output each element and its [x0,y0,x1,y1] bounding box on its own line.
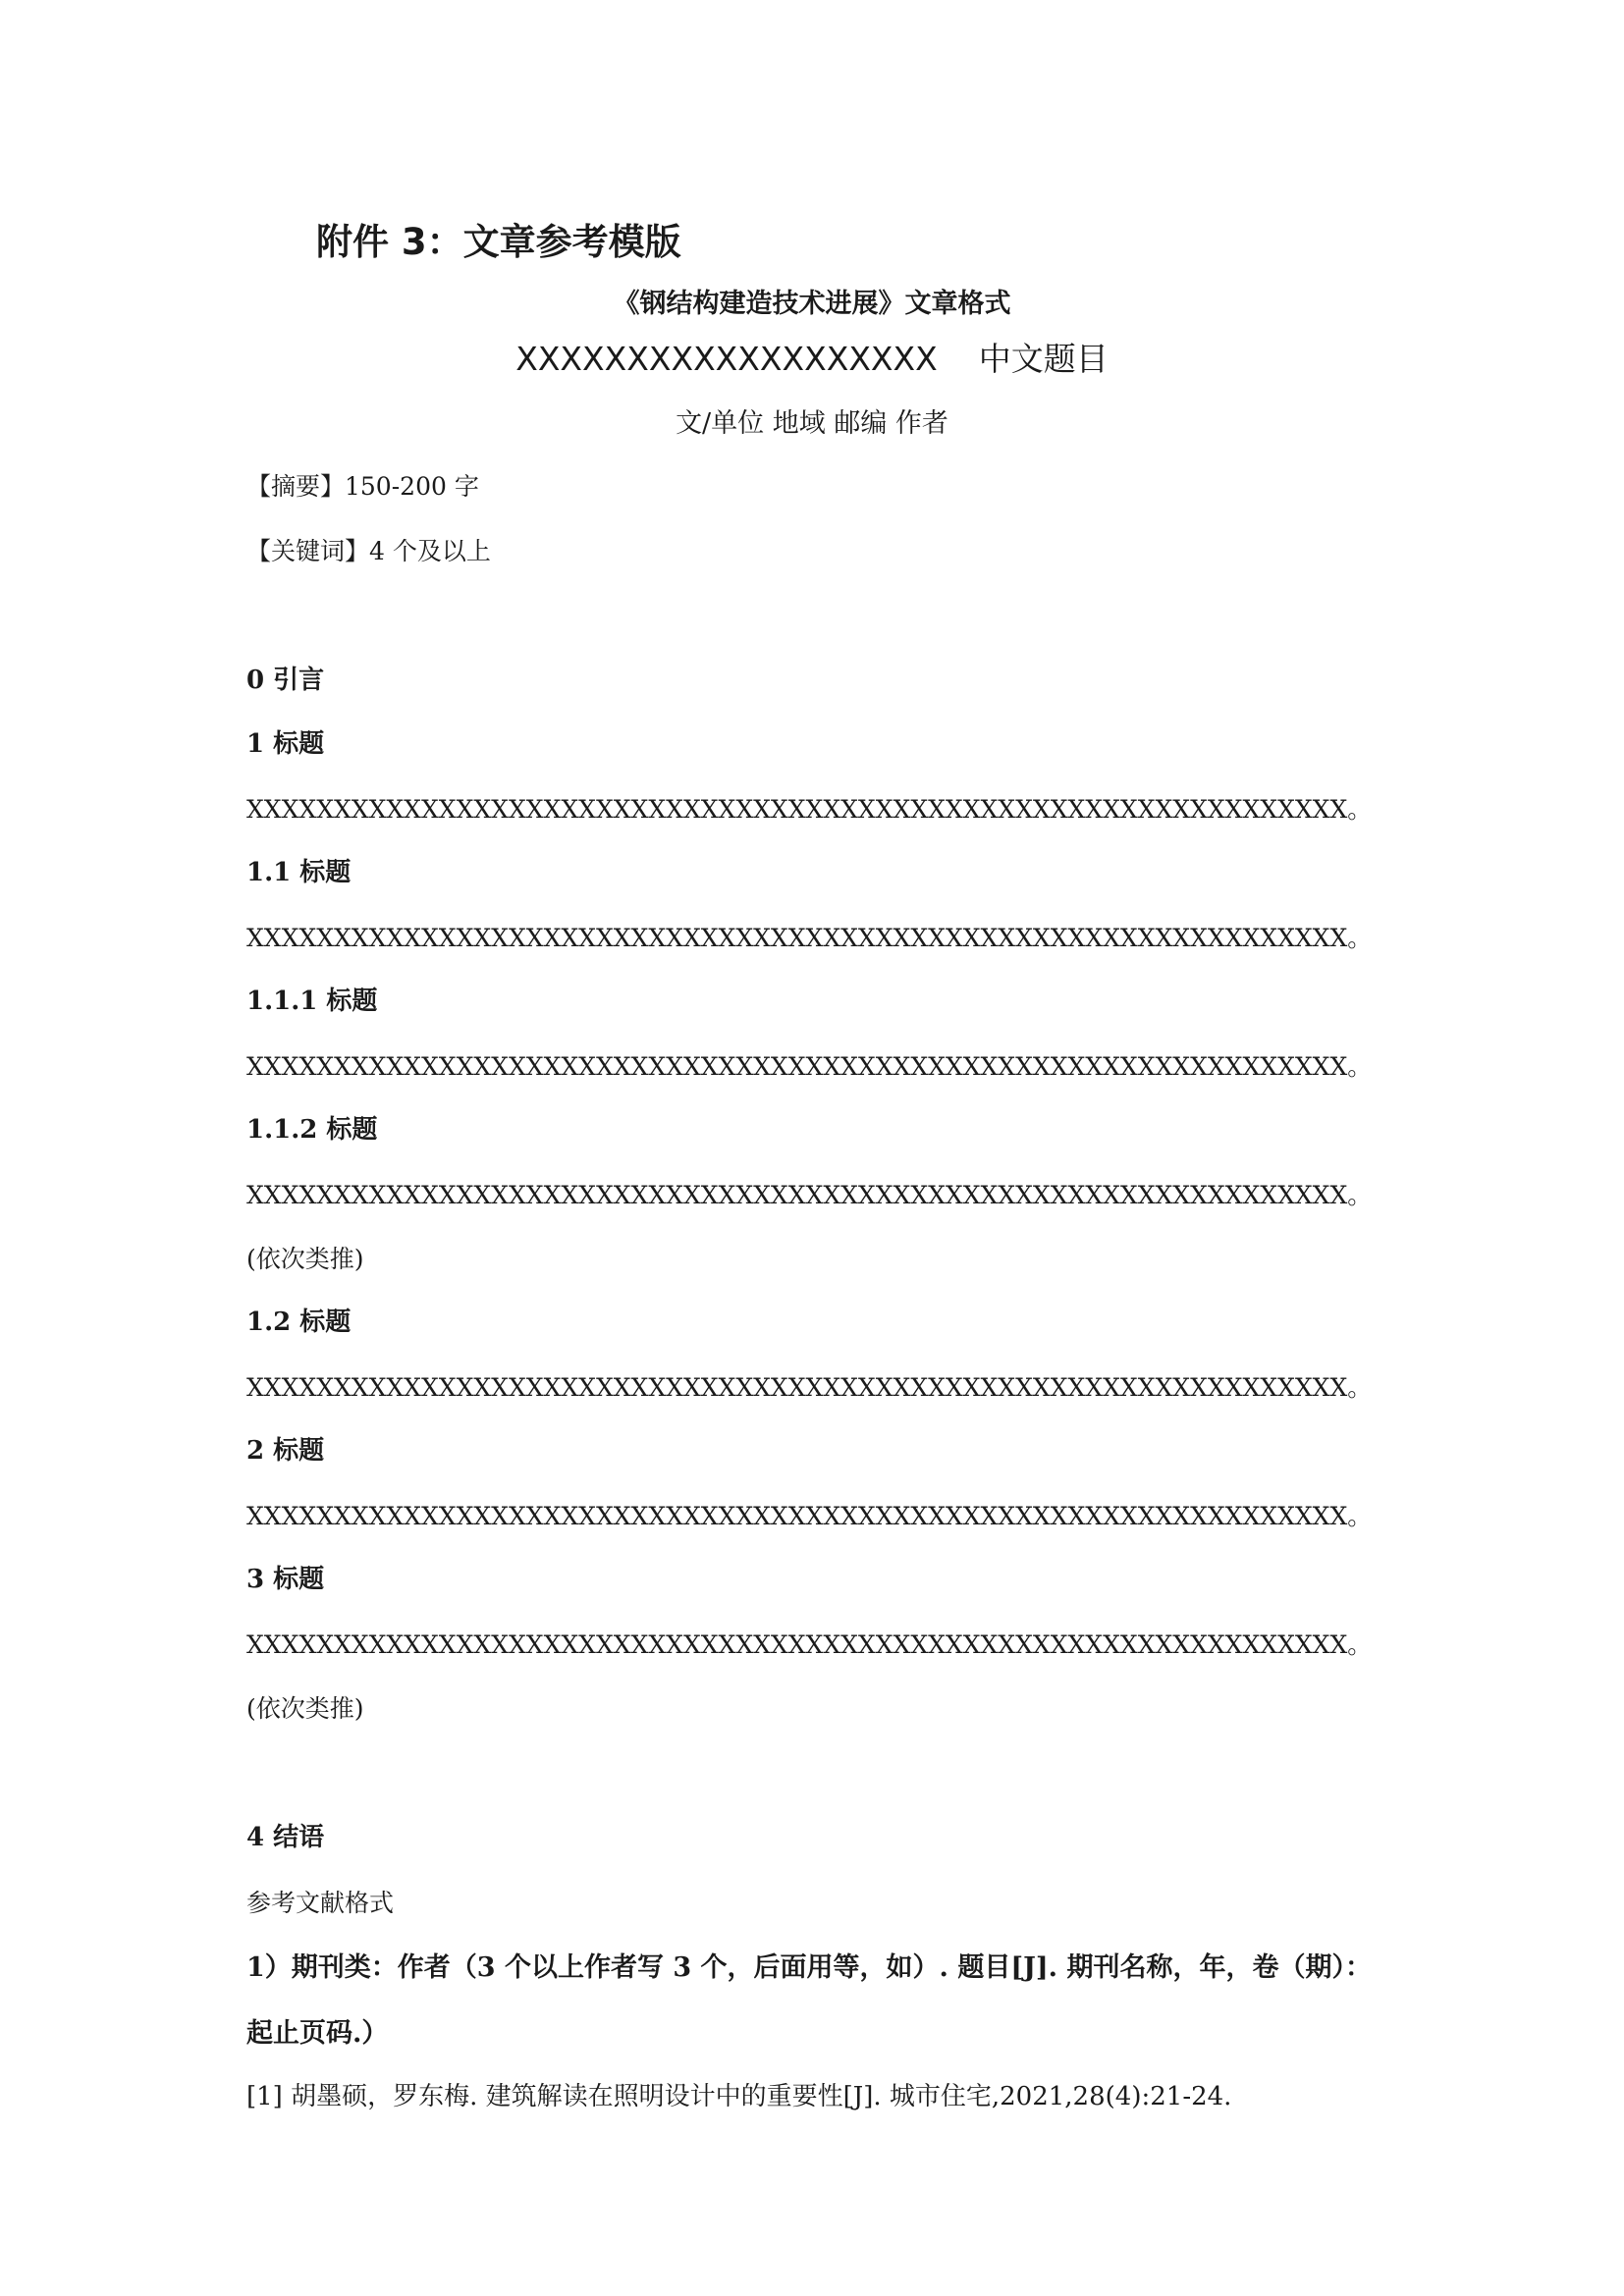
references-heading: 参考文献格式 [246,1889,395,1917]
document-format-title: 《钢结构建造技术进展》文章格式 [613,289,1011,319]
etc-note-1: (依次类推) [246,1245,364,1273]
paragraph-3: XXXXXXXXXXXXXXXXXXXXXXXXXXXXXXXXXXXXXXXXXXXXXXXXXXXXXXXXXXXXXXX。 [246,1630,1373,1659]
paragraph-1-1-1: XXXXXXXXXXXXXXXXXXXXXXXXXXXXXXXXXXXXXXXXXXXXXXXXXXXXXXXXXXXXXXX。 [246,1052,1373,1081]
heading-conclusion: 4 结语 [246,1823,325,1852]
heading-1: 1 标题 [246,729,325,759]
article-title [0,340,1624,378]
abstract-line: 【摘要】150-200 字 [246,472,479,501]
keywords-line: 【关键词】4 个及以上 [246,537,491,565]
heading-2: 2 标题 [246,1436,325,1466]
heading-intro: 0 引言 [246,666,325,695]
paragraph-1: XXXXXXXXXXXXXXXXXXXXXXXXXXXXXXXXXXXXXXXXXXXXXXXXXXXXXXXXXXXXXXX。 [246,795,1373,824]
heading-1-1-2: 1.1.2 标题 [246,1115,378,1145]
reference-example-1: [1] 胡墨硕，罗东梅. 建筑解读在照明设计中的重要性[J]. 城市住宅,2021,28(4):21-24. [246,2082,1232,2111]
heading-1-1: 1.1 标题 [246,858,352,887]
heading-1-2: 1.2 标题 [246,1308,352,1337]
heading-3: 3 标题 [246,1565,325,1594]
paragraph-1-1-2: XXXXXXXXXXXXXXXXXXXXXXXXXXXXXXXXXXXXXXXXXXXXXXXXXXXXXXXXXXXXXXX。 [246,1181,1373,1209]
etc-note-2: (依次类推) [246,1694,364,1723]
journal-rule-line-1: 1）期刊类：作者（3 个以上作者写 3 个，后面用等，如）. 题目[J]. 期刊名称，年，卷（期）： [246,1952,1372,1983]
title-label: 中文题目 [978,340,1109,378]
title-placeholder: XXXXXXXXXXXXXXXXXXX [515,340,938,378]
paragraph-2: XXXXXXXXXXXXXXXXXXXXXXXXXXXXXXXXXXXXXXXXXXXXXXXXXXXXXXXXXXXXXXX。 [246,1502,1373,1530]
journal-rule-line-2: 起止页码.） [246,2018,389,2049]
paragraph-1-2: XXXXXXXXXXXXXXXXXXXXXXXXXXXXXXXXXXXXXXXXXXXXXXXXXXXXXXXXXXXXXXX。 [246,1373,1373,1402]
heading-1-1-1: 1.1.1 标题 [246,987,378,1016]
author-line: 文/单位 地域 邮编 作者 [676,408,948,439]
paragraph-1-1: XXXXXXXXXXXXXXXXXXXXXXXXXXXXXXXXXXXXXXXXXXXXXXXXXXXXXXXXXXXXXXX。 [246,924,1373,952]
annex-title: 附件 3：文章参考模版 [316,221,681,263]
